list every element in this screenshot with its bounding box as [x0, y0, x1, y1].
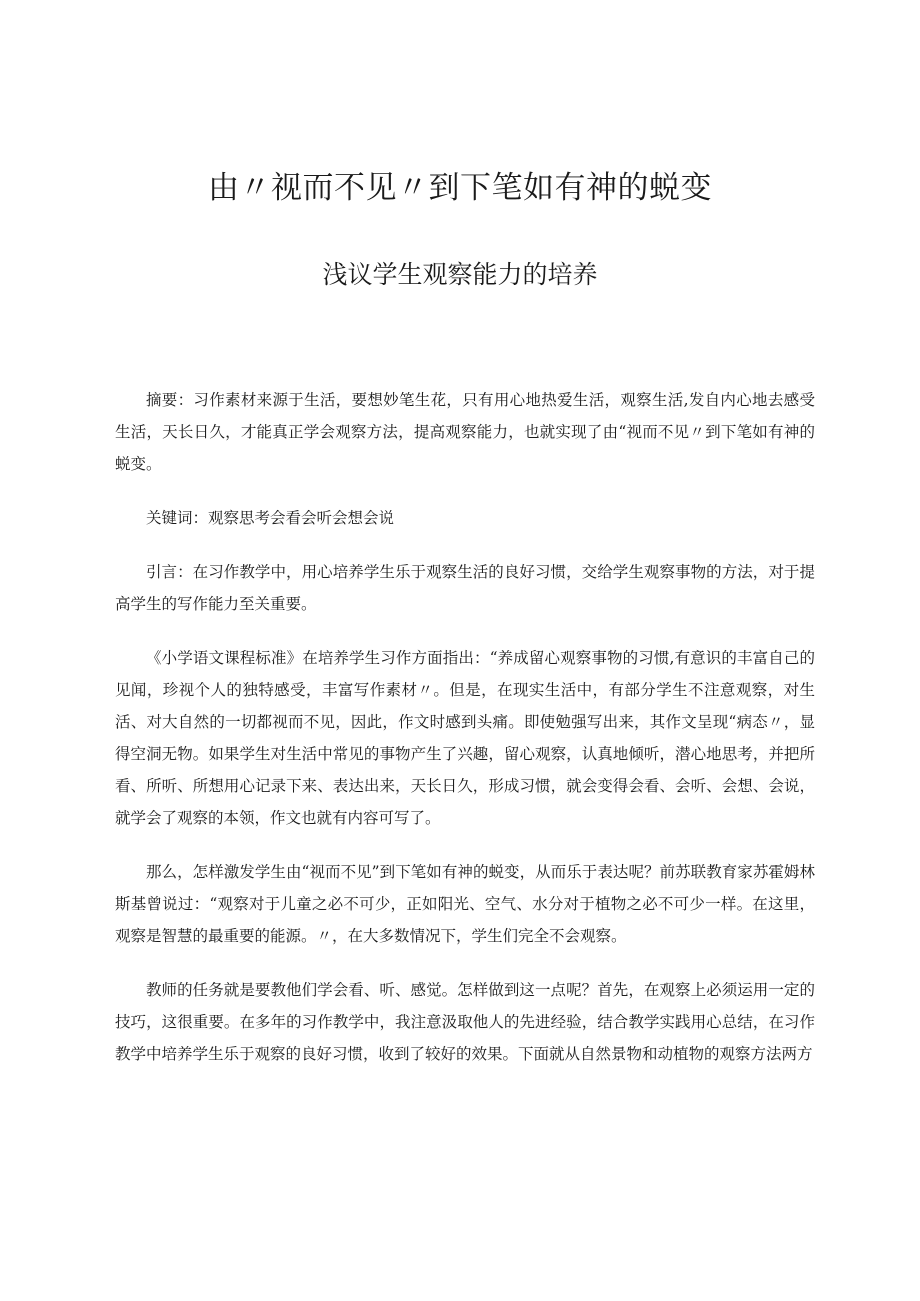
keywords-paragraph: 关键词：观察思考会看会听会想会说 — [146, 509, 395, 527]
document-subtitle: 浅议学生观察能力的培养 — [322, 260, 598, 289]
introduction-paragraph: 引言：在习作教学中，用心培养学生乐于观察生活的良好习惯，交给学生观察事物的方法，对于提高学生的写作能力至关重要。 — [115, 563, 815, 613]
body-paragraph: 教师的任务就是要教他们学会看、听、感觉。怎样做到这一点呢？首先，在观察上必须运用一定的技巧，这很重要。在多年的习作教学中，我注意汲取他人的先进经验，结合教学实践用心总结，在习作教学中培养学生乐于观察的良好习惯，收到了较好的效果。下面就从自然景物和动植物的观察方法两方 — [115, 981, 815, 1063]
document-title: 由〃视而不见〃到下笔如有神的蜕变 — [208, 170, 712, 206]
abstract-paragraph: 摘要：习作素材来源于生活，要想妙笔生花，只有用心地热爱生活，观察生活,发自内心地去感受生活，天长日久，才能真正学会观察方法，提高观察能力，也就实现了由“视而不见〃到下笔如有神的蜕变。 — [115, 391, 815, 473]
body-paragraph: 那么，怎样激发学生由“视而不见”到下笔如有神的蜕变，从而乐于表达呢？前苏联教育家苏霍姆林斯基曾说过：“观察对于儿童之必不可少，正如阳光、空气、水分对于植物之必不可少一样。在这里，观察是智慧的最重要的能源。〃，在大多数情况下，学生们完全不会观察。 — [115, 863, 815, 945]
document-body — [115, 384, 815, 1092]
body-paragraph: 《小学语文课程标准》在培养学生习作方面指出：“养成留心观察事物的习惯,有意识的丰富自己的见闻，珍视个人的独特感受，丰富写作素材〃。但是，在现实生活中，有部分学生不注意观察，对生活、对大自然的一切都视而不见，因此，作文时感到头痛。即使勉强写出来，其作文呈现“病态〃，显得空洞无物。如果学生对生活中常见的事物产生了兴趣，留心观察，认真地倾听，潜心地思考，并把所看、所听、所想用心记录下来、表达出来，天长日久，形成习惯，就会变得会看、会听、会想、会说，就学会了观察的本领，作文也就有内容可写了。 — [115, 649, 815, 827]
